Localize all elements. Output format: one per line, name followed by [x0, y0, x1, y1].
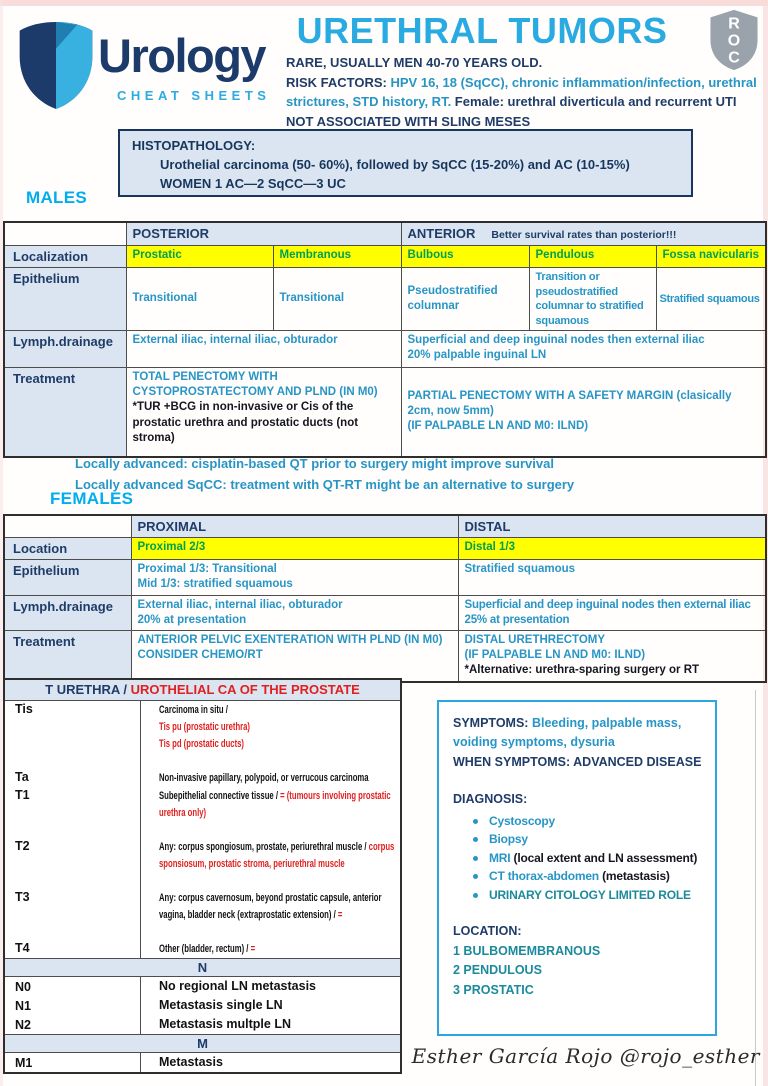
diagnosis-item-biopsy [453, 830, 705, 849]
location-item-1: 1 BULBOMEMBRANOUS [453, 943, 601, 958]
males-table [3, 221, 767, 458]
tnm-label-m1: M1 [5, 1053, 141, 1072]
males-localization-pendulous: Pendulous [529, 245, 656, 267]
females-lymph-proximal-line2: 20% at presentation [137, 613, 247, 626]
tnm-text-t1 [141, 787, 400, 838]
tnm-n-header: N [5, 958, 400, 977]
diagnosis-label: DIAGNOSIS: [453, 792, 528, 807]
females-lymph-distal [458, 595, 766, 630]
page-fold-line [755, 690, 756, 1086]
text-segment: Female: urethral diverticula and recurrent UTI [454, 94, 737, 109]
tnm-text-n0: No regional LN metastasis [159, 979, 316, 993]
ta-line [159, 770, 398, 787]
bullet-dot-icon [473, 819, 478, 824]
tnm-row-n2 [5, 1015, 400, 1034]
females-table [3, 514, 767, 683]
diagnosis-item-ct [453, 867, 705, 886]
histopathology-box [118, 129, 693, 197]
text-segment: Any: corpus spongiosum, prostate, periurethral muscle / [159, 841, 369, 853]
text-segment: = [337, 909, 343, 921]
females-treatment-proximal [131, 631, 458, 682]
text-segment: (IF PALPABLE LN AND M0: ILND) [407, 420, 589, 433]
text-segment: (local extent and LN assessment) [513, 850, 698, 865]
when-symptoms-line: WHEN SYMPTOMS: ADVANCED DISEASE [453, 754, 702, 769]
text-segment: Non-invasive papillary, polypoid, or verrucous carcinoma [159, 772, 369, 784]
bullet-dot-icon [473, 893, 478, 898]
males-localization-prostatic: Prostatic [126, 245, 273, 267]
males-treatment-posterior-p2 [133, 400, 395, 446]
text-segment: *Alternative: urethra-sparing surgery or RT [464, 664, 700, 677]
males-treatment-posterior [126, 368, 401, 457]
text-segment: TOTAL PENECTOMY WITH CYSTOPROSTATECTOMY AND PLND (IN M0) [132, 371, 378, 399]
author-signature: Esther García Rojo @rojo_esther [411, 1044, 760, 1068]
females-lymph-label: Lymph.drainage [4, 595, 131, 630]
diagnosis-item-text [489, 867, 670, 886]
females-epithelium-row [4, 560, 766, 595]
males-lymph-row [4, 331, 766, 368]
tnm-text-t4 [141, 940, 400, 958]
svg-text:C: C [728, 49, 740, 67]
females-treatment-distal-p2 [465, 648, 760, 663]
tnm-row-n1 [5, 996, 400, 1015]
tnm-m-header: M [5, 1034, 400, 1053]
females-location-label: Location [4, 538, 131, 560]
text-segment: T URETHRA / [45, 682, 131, 697]
males-treatment-anterior-p2 [408, 419, 760, 434]
tnm-row-ta [5, 769, 400, 787]
males-epithelium-cell-2: Transitional [273, 268, 401, 331]
females-epithelium-proximal-line1: Proximal 1/3: Transitional [137, 563, 277, 576]
text-segment: HPV 16, 18 (SqCC), chronic inflammation/infection, urethral strictures, STD history, RT. [286, 74, 757, 109]
females-location-distal: Distal 1/3 [458, 538, 766, 560]
males-treatment-anterior [401, 368, 766, 457]
tnm-text-n2: Metastasis multple LN [159, 1017, 291, 1031]
females-location-proximal: Proximal 2/3 [131, 538, 458, 560]
diagnosis-item-cytology [453, 886, 705, 905]
females-header-row [4, 515, 766, 538]
tnm-row-n0 [5, 977, 400, 996]
location-item-3: 3 PROSTATIC [453, 982, 534, 997]
tnm-label-t1: T1 [5, 787, 141, 838]
females-lymph-proximal-line1: External iliac, internal iliac, obturador [137, 598, 343, 611]
urology-shield-icon [12, 16, 100, 114]
text-segment: Tis pu (prostatic urethra) [159, 721, 250, 733]
males-epithelium-row [4, 268, 766, 331]
page-edge-top [0, 0, 768, 6]
males-localization-row [4, 245, 766, 267]
bullet-dot-icon [473, 874, 478, 879]
text-segment: DISTAL URETHRECTOMY [464, 634, 606, 646]
text-segment: URINARY CITOLOGY LIMITED ROLE [489, 887, 691, 902]
t1-line [159, 788, 398, 822]
males-localization-bulbous: Bulbous [401, 245, 529, 267]
tnm-label-n2: N2 [5, 1015, 141, 1034]
females-treatment-label: Treatment [4, 631, 131, 682]
females-lymph-row [4, 595, 766, 630]
location-label: LOCATION: [453, 924, 522, 939]
brand-name: Urology [98, 29, 266, 82]
tnm-row-t3 [5, 889, 400, 940]
males-anterior-header [401, 222, 766, 245]
males-epithelium-cell-5: Stratified squamous [656, 268, 766, 331]
text-segment: = (tumours involving prostatic urethra only) [159, 790, 391, 819]
brand-subtitle: CHEAT SHEETS [117, 88, 271, 103]
females-header-blank [4, 515, 131, 538]
males-header-blank [4, 222, 126, 245]
diagnosis-list [453, 812, 705, 905]
text-segment: (metastasis) [602, 869, 670, 884]
males-localization-fossa: Fossa navicularis [656, 245, 766, 267]
intro-risk-factors [286, 73, 762, 112]
intro-line-sling: NOT ASSOCIATED WITH SLING MESES [286, 113, 531, 129]
text-segment: MRI [489, 850, 514, 865]
tnm-text-t2 [141, 838, 400, 889]
text-segment: RISK FACTORS: [286, 74, 391, 90]
diagnosis-item-cystoscopy [453, 812, 705, 831]
tnm-row-tis [5, 701, 400, 769]
males-epithelium-cell-1: Transitional [126, 268, 273, 331]
text-segment: (IF PALPABLE LN AND M0: ILND) [464, 649, 646, 662]
histopathology-line2: WOMEN 1 AC—2 SqCC—3 UC [160, 175, 346, 191]
tnm-label-t2: T2 [5, 838, 141, 889]
tnm-text-n1: Metastasis single LN [159, 998, 283, 1012]
males-epithelium-label: Epithelium [4, 268, 126, 331]
location-item-2: 2 PENDULOUS [453, 963, 542, 978]
tnm-label-ta: Ta [5, 769, 141, 787]
text-segment: ANTERIOR PELVIC EXENTERATION WITH PLND (IN M0) [137, 634, 443, 646]
svg-text:R: R [728, 15, 740, 33]
tnm-label-n0: N0 [5, 977, 141, 996]
females-treatment-distal-p1 [465, 633, 760, 648]
males-treatment-row [4, 368, 766, 457]
tnm-label-n1: N1 [5, 996, 141, 1015]
tnm-row-t2 [5, 838, 400, 889]
symptoms-line1 [453, 714, 705, 733]
males-treatment-posterior-p1 [133, 370, 395, 400]
intro-text [286, 53, 762, 131]
females-treatment-distal [458, 631, 766, 682]
tnm-row-t4 [5, 940, 400, 958]
males-header-row [4, 222, 766, 245]
text-segment: SYMPTOMS: [453, 716, 532, 730]
page-title: URETHRAL TUMORS [296, 10, 668, 51]
locally-advanced-notes [75, 454, 574, 496]
diagnosis-item-text [489, 886, 691, 905]
males-treatment-label: Treatment [4, 368, 126, 457]
text-segment: Bleeding, palpable mass, [531, 716, 682, 730]
males-lymph-label: Lymph.drainage [4, 331, 126, 368]
t3-line [159, 890, 398, 924]
males-lymph-posterior: External iliac, internal iliac, obturador [126, 331, 401, 368]
text-segment: voiding symptoms, dysuria [453, 735, 615, 750]
spacer [453, 772, 705, 790]
tnm-table [3, 678, 402, 1074]
males-lymph-anterior-line2: 20% palpable inguinal LN [407, 349, 547, 362]
females-epithelium-label: Epithelium [4, 560, 131, 595]
text-segment: Subepithelial connective tissue / [159, 790, 281, 802]
note-line-2: Locally advanced SqCC: treatment with QT-RT might be an alternative to surgery [75, 476, 575, 492]
females-location-row [4, 538, 766, 560]
text-segment: Carcinoma in situ / [159, 704, 228, 716]
diagnosis-item-text [489, 830, 528, 849]
males-epithelium-cell-4: Transition or pseudostratified columnar to stratified squamous [529, 268, 656, 331]
tis-line2 [159, 719, 398, 736]
females-section-label: FEMALES [50, 489, 134, 508]
symptoms-line2 [453, 733, 705, 752]
females-treatment-distal-p3 [465, 663, 760, 678]
females-treatment-proximal-p1 [138, 633, 452, 648]
text-segment: Other (bladder, rectum) / [159, 943, 251, 955]
tnm-text-tis [141, 701, 400, 769]
text-segment: PARTIAL PENECTOMY WITH A SAFETY MARGIN (clasically 2cm, now 5mm) [407, 390, 732, 418]
text-segment: Tis pd (prostatic ducts) [159, 738, 244, 750]
tnm-label-t4: T4 [5, 940, 141, 958]
males-localization-label: Localization [4, 245, 126, 267]
tnm-header [5, 680, 400, 701]
diagnosis-item-text [489, 849, 697, 868]
tis-line3 [159, 736, 398, 753]
females-lymph-distal-line2: 25% at presentation [464, 613, 570, 626]
text-segment: CONSIDER CHEMO/RT [137, 649, 263, 662]
males-lymph-anterior [401, 331, 766, 368]
bullet-dot-icon [473, 856, 478, 861]
males-localization-membranous: Membranous [273, 245, 401, 267]
males-treatment-anterior-p1 [408, 389, 760, 419]
tnm-text-t3 [141, 889, 400, 940]
females-epithelium-distal: Stratified squamous [458, 560, 766, 595]
text-segment: Cystoscopy [489, 813, 556, 828]
symptoms-diagnosis-box [437, 700, 717, 1036]
females-epithelium-proximal-line2: Mid 1/3: stratified squamous [137, 578, 293, 591]
tnm-label-tis: Tis [5, 701, 141, 769]
tnm-label-t3: T3 [5, 889, 141, 940]
text-segment: Any: corpus cavernosum, beyond prostatic capsule, anterior vagina, bladder neck (extraprostatic extension) / [159, 892, 382, 921]
text-segment: Biopsy [489, 832, 528, 847]
females-epithelium-proximal [131, 560, 458, 595]
males-section-label: MALES [26, 188, 87, 207]
svg-text:O: O [727, 32, 741, 50]
tnm-row-m1 [5, 1053, 400, 1072]
tnm-text-ta [141, 769, 400, 787]
males-epithelium-cell-3: Pseudostratified columnar [401, 268, 529, 331]
histopathology-line1: Urothelial carcinoma (50- 60%), followed by SqCC (15-20%) and AC (10-15%) [160, 156, 630, 172]
females-lymph-proximal [131, 595, 458, 630]
tnm-text-m1: Metastasis [159, 1055, 223, 1069]
males-anterior-note: Better survival rates than posterior!!! [491, 229, 677, 241]
females-treatment-proximal-p2 [138, 648, 452, 663]
histopathology-title: HISTOPATHOLOGY: [132, 138, 256, 153]
females-treatment-row [4, 631, 766, 682]
males-anterior-label: ANTERIOR [407, 226, 476, 241]
males-posterior-header: POSTERIOR [126, 222, 401, 245]
text-segment: CT thorax-abdomen [489, 869, 603, 884]
intro-line-rare: RARE, USUALLY MEN 40-70 YEARS OLD. [286, 55, 543, 70]
tnm-row-t1 [5, 787, 400, 838]
females-distal-header: DISTAL [458, 515, 766, 538]
females-proximal-header: PROXIMAL [131, 515, 458, 538]
bullet-dot-icon [473, 837, 478, 842]
t2-line [159, 839, 398, 873]
spacer [453, 904, 705, 922]
text-segment: UROTHELIAL CA OF THE PROSTATE [130, 682, 360, 697]
females-lymph-distal-line1: Superficial and deep inguinal nodes then external iliac [464, 598, 751, 611]
note-line-1: Locally advanced: cisplatin-based QT prior to surgery might improve survival [75, 456, 554, 471]
males-lymph-anterior-line1: Superficial and deep inguinal nodes then external iliac [407, 334, 705, 347]
text-segment: corpus sponsiosum, prostatic stroma, periurethral muscle [159, 841, 395, 870]
diagnosis-item-mri [453, 849, 705, 868]
diagnosis-item-text [489, 812, 555, 831]
text-segment: = [250, 943, 256, 955]
tis-line1 [159, 702, 398, 719]
t4-line [159, 941, 398, 958]
text-segment: *TUR +BCG in non-invasive or Cis of the prostatic urethra and prostatic ducts (not stroma) [132, 401, 359, 444]
